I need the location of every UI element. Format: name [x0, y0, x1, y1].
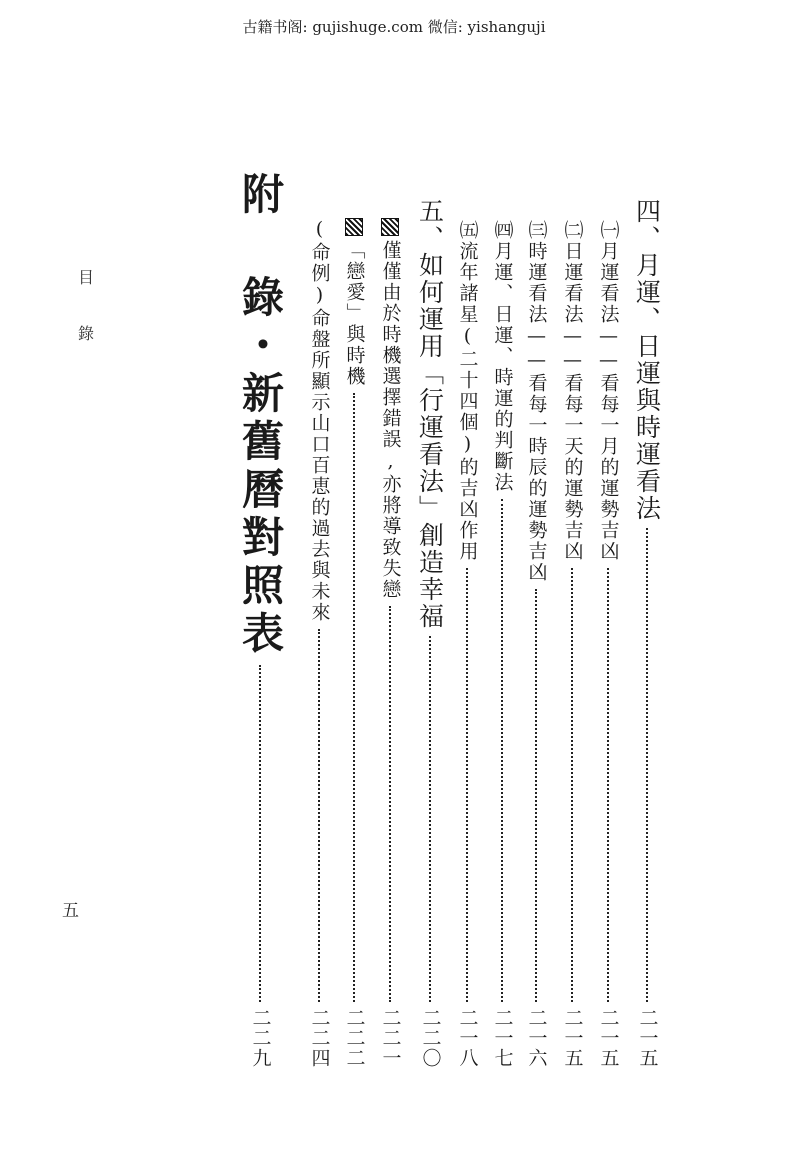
toc-entry-title: 「戀愛」與時機 [343, 240, 366, 387]
toc-entry-title: ㈤流年諸星(二十四個)的吉凶作用 [456, 220, 479, 562]
dot-leader [535, 589, 537, 1002]
toc-entry-page: 二二〇 [419, 1008, 442, 1068]
toc-entry-title: ㈠月運看法——看每一月的運勢吉凶 [597, 220, 620, 562]
folio-page-number: 五 [62, 901, 79, 921]
toc-entry-page: 二一五 [636, 1008, 659, 1068]
dot-leader [353, 393, 355, 1002]
toc-entry-appendix[interactable] [232, 172, 288, 1068]
toc-entry-page: 二一六 [525, 1008, 548, 1068]
toc-entry-s4-3[interactable] [521, 220, 551, 1068]
toc-entry-page: 二二一 [379, 1008, 402, 1068]
toc-entry-page: 二二二 [343, 1008, 366, 1068]
toc-entry-ch5[interactable] [410, 198, 450, 1068]
toc-entry-s4-4[interactable] [487, 220, 517, 1068]
dot-leader [571, 568, 573, 1002]
toc-entry-page: 二二四 [308, 1008, 331, 1068]
toc-entry-title: 附 錄・新舊曆對照表 [236, 172, 285, 659]
toc-entry-page: 二一七 [491, 1008, 514, 1068]
dot-leader [429, 636, 431, 1002]
toc-entry-s4-1[interactable] [593, 220, 623, 1068]
toc-entry-title: (命例)命盤所顯示山口百恵的過去與未來 [308, 218, 331, 623]
toc-entry-ch4[interactable] [627, 198, 667, 1068]
toc-entry-title: ㈡日運看法——看每一天的運勢吉凶 [561, 220, 584, 562]
toc-entry-s5-2[interactable] [338, 218, 370, 1068]
dot-leader [607, 568, 609, 1002]
running-title [78, 270, 94, 342]
dot-leader [646, 528, 648, 1002]
toc-entry-title: ㈣月運、日運、時運的判斷法 [491, 220, 514, 493]
dot-leader [318, 629, 320, 1002]
toc-entry-title: 四、月運、日運與時運看法 [632, 198, 662, 522]
toc-entry-page: 二一五 [597, 1008, 620, 1068]
watermark-text: 古籍书阁: gujishuge.com 微信: yishanguji [242, 18, 546, 36]
dot-leader [389, 606, 391, 1002]
toc-entry-s4-2[interactable] [557, 220, 587, 1068]
toc-entry-s5-3[interactable] [304, 218, 334, 1068]
dot-leader [501, 499, 503, 1002]
toc-entry-title: 僅僅由於時機選擇錯誤,亦將導致失戀 [379, 240, 402, 600]
toc-entry-title: ㈢時運看法——看每一時辰的運勢吉凶 [525, 220, 548, 583]
dot-leader [259, 665, 261, 1002]
toc-entry-page: 二一五 [561, 1008, 584, 1068]
toc-entry-title: 五、如何運用「行運看法」創造幸福 [415, 198, 445, 630]
running-title-char-2: 錄 [78, 324, 95, 343]
hatched-square-bullet-icon [381, 218, 399, 236]
toc-entry-s5-1[interactable] [374, 218, 406, 1068]
toc-entry-s4-5[interactable] [452, 220, 482, 1068]
toc-entry-page: 二二九 [249, 1008, 272, 1068]
hatched-square-bullet-icon [345, 218, 363, 236]
running-title-char-1: 目 [78, 268, 95, 287]
toc-entry-page: 二一八 [456, 1008, 479, 1068]
dot-leader [466, 568, 468, 1002]
